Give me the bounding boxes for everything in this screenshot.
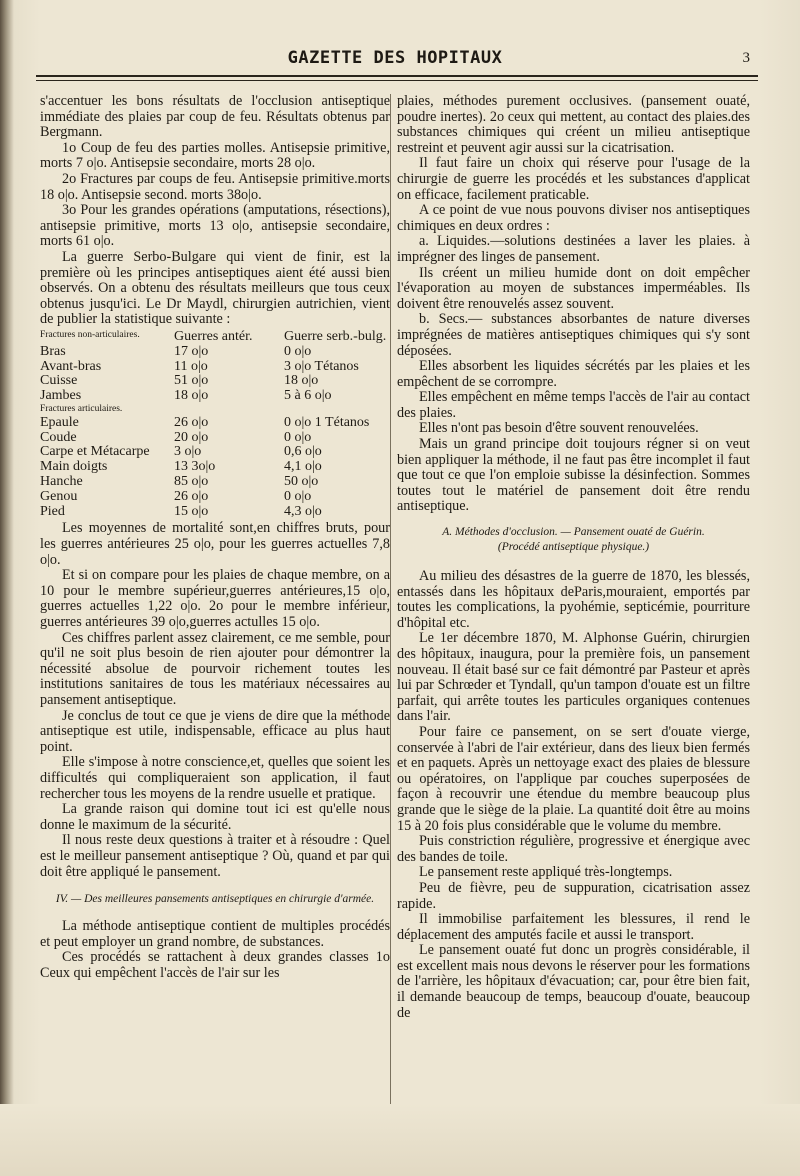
table-row: Genou 26 o|o 0 o|o [40,488,312,504]
paragraph: b. Secs.— substances absorbantes de nature diverses imprégnées de matières antiseptiques chimiques qui s'y sont déposées. [397,311,750,359]
section-subheading: (Procédé antiseptique physique.) [497,541,650,554]
table-group-label: Fractures articulaires. [40,403,123,414]
paragraph: Ces chiffres parlent assez clairement, ce me semble, pour qu'il ne soit plus besoin de rien ajouter pour démontrer la nécessité absolue de pourvoir richement toutes les institutions sanitaires de tous les matériaux nécessaires au pansement antiseptique. [40,629,390,708]
section-heading: A. Méthodes d'occlusion. — Pansement ouaté de Guérin. [442,526,705,539]
paragraph: La guerre Serbo-Bulgare qui vient de finir, est la première où les principes antiseptiques aient été aussi bien observés. On a obtenu des résultats meilleurs que tous ceux obtenus jusqu'ici. Le Dr Maydl, chirurgien autrichien, vient de publier la statistique suivante : [40,248,390,328]
table-group-label: Fractures non-articulaires. [40,329,140,340]
paragraph: Le 1er décembre 1870, M. Alphonse Guérin, chirurgien des hôpitaux, inaugura, pour la première fois, un pansement nouveau. Il était basé sur ce fait démontré par Pasteur et après lui par Schrœder et Tyndall, qu'un tampon d'ouate est un filtre parfait, qui arrête toutes les particules organiques contenues dans l'air. [397,630,750,725]
paragraph: Les moyennes de mortalité sont,en chiffres bruts, pour les guerres antérieures 25 o|o, pour les guerres actuelles 7,8 o|o. [40,520,390,568]
left-column [40,94,390,982]
paragraph: plaies, méthodes purement occlusives. (pansement ouaté, poudre inertes). 2o ceux qui mettent, au contact des plaies.des substances chimiques qui créent un milieu antiseptique restreint et peuvent agir aussi sur la cicatrisation. [397,93,750,156]
paragraph: a. Liquides.—solutions destinées a laver les plaies. à imprégner des linges de pansement. [397,233,750,265]
column-divider [390,94,391,1104]
paragraph: A ce point de vue nous pouvons diviser nos antiseptiques chimiques en deux ordres : [397,202,750,234]
paragraph: Ils créent un milieu humide dont on doit empêcher l'évaporation au moyen de substances imperméables. Ils doivent être renouvelés assez souvent. [397,264,750,312]
header-rule [36,75,758,77]
mortality-table [40,330,390,520]
paragraph: Il immobilise parfaitement les blessures, il rend le déplacement des amputés facile et aussi le transport. [397,911,750,943]
paragraph: Le pansement reste appliqué très-longtemps. [419,864,673,881]
page-number: 3 [742,50,750,66]
table-row: Cuisse 51 o|o 18 o|o [40,373,319,389]
paragraph: Je conclus de tout ce que je viens de dire que la méthode antiseptique est utile, indispensable, efficace au plus haut point. [40,707,390,755]
paragraph: Ces procédés se rattachent à deux grandes classes 1o Ceux qui empêchent l'accès de l'air sur les [40,949,390,981]
header-rule-thin [36,80,758,81]
table-row: Epaule 26 o|o 0 o|o 1 Tétanos [40,414,370,430]
table-header: Guerre serb.-bulg. [284,328,387,344]
paragraph: Elle s'impose à notre conscience,et, quelles que soient les difficultés qui compliqueraient son application, il faut rechercher tous les moyens de la rendre usuelle et pratique. [40,754,390,802]
table-row: Pied 15 o|o 4,3 o|o [40,503,322,519]
section-heading: IV. — Des meilleures pansements antiseptiques en chirurgie d'armée. [55,893,375,906]
paragraph: Elles empêchent en même temps l'accès de l'air au contact des plaies. [397,389,750,421]
paragraph: 1o Coup de feu des parties molles. Antisepsie primitive, morts 7 o|o. Antisepsie secondaire, morts 28 o|o. [40,139,390,172]
paragraph: Puis constriction régulière, progressive et énergique avec des bandes de toile. [397,833,750,865]
paragraph: 2o Fractures par coups de feu. Antisepsie primitive.morts 18 o|o. Antisepsie second. morts 38o|o. [40,170,390,203]
paragraph: Et si on compare pour les plaies de chaque membre, on a 10 pour le membre supérieur,guerres antérieures,15 o|o, guerres actuelles 1,22 o|o. 2o pour le membre inférieur, guerres antérieures 39 o|o,guerres actulles 15 o|o. [40,567,390,631]
paragraph: s'accentuer les bons résultats de l'occlusion antiseptique immédiate des plaies par coup de feu. Résultats obtenus par Bergmann. [40,93,390,141]
paragraph: La grande raison qui domine tout ici est qu'elle nous donne le maximum de la sécurité. [40,801,390,833]
paragraph: Il faut faire un choix qui réserve pour l'usage de la chirurgie de guerre les procédés et les substances d'applicat on efficace, facilement praticable. [397,155,750,203]
paragraph: Pour faire ce pansement, on se sert d'ouate vierge, conservée à l'abri de l'air extérieur, dans des lieux bien fermés et en paquets. Après un nettoyage exact des plaies de blessure ou opératoires, on l'applique par couches superposées de façon à recouvrir une étendue du membre beaucoup plus grande que le siège de la plaie. La quantité doit être au moins 15 à 20 fois plus considérable que le volume du membre. [397,723,750,834]
table-row: Hanche 85 o|o 50 o|o [40,474,319,490]
table-header: Guerres antér. [174,328,253,344]
paragraph: Au milieu des désastres de la guerre de 1870, les blessés, entassés dans les hôpitaux deParis,mouraient, emportés par toutes les complications, la pyohémie, septicémie, pourriture d'hôpital etc. [397,568,750,631]
paragraph: La méthode antiseptique contient de multiples procédés et peut employer un grand nombre, de substances. [40,918,390,950]
page-bottom-margin [0,1104,800,1176]
paragraph: Le pansement ouaté fut donc un progrès considérable, il est excellent mais nous devons le réserver pour les formations de l'arrière, les hôpitaux d'évacuation; car, pour être bien fait, il demande beaucoup de temps, beaucoup d'ouate, beaucoup de [397,942,750,1021]
table-row: Jambes 18 o|o 5 à 6 o|o [40,388,332,404]
table-row: Bras 17 o|o 0 o|o [40,343,312,359]
table-row: Coude 20 o|o 0 o|o [40,429,312,445]
right-column [397,94,750,1021]
paragraph: Mais un grand principe doit toujours régner si on veut bien appliquer la méthode, il ne faut pas être incomplet il faut que tout ce que l'on emploie subisse la désinfection. Sommes toutes tout le matériel de pansement doit être rendu antiseptique. [397,436,750,515]
table-row: Carpe et Métacarpe 3 o|o 0,6 o|o [40,444,322,460]
table-row: Main doigts 13 3o|o 4,1 o|o [40,459,322,475]
paragraph: Il nous reste deux questions à traiter et à résoudre : Quel est le meilleur pansement antiseptique ? Où, quand et par qui doit être appliqué le pansement. [40,832,390,880]
paragraph: Peu de fièvre, peu de suppuration, cicatrisation assez rapide. [397,879,750,912]
table-row: Avant-bras 11 o|o 3 o|o Tétanos [40,358,359,374]
paragraph: Elles absorbent les liquides sécrétés par les plaies et les empêchent de se corrompre. [397,358,750,390]
journal-title: GAZETTE DES HOPITAUX [287,48,503,68]
paragraph: Elles n'ont pas besoin d'être souvent renouvelées. [419,420,699,437]
paragraph: 3o Pour les grandes opérations (amputations, résections), antisepsie primitive, morts 13 o|o, antisepsie secondaire, morts 61 o|o. [40,202,390,250]
